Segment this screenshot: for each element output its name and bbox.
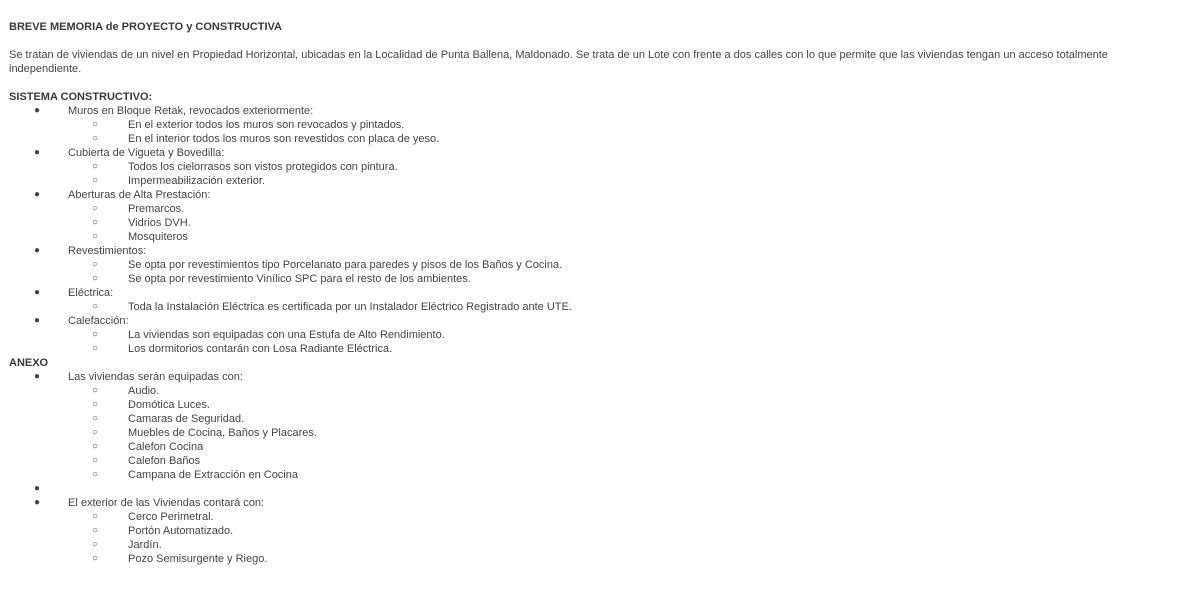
sublist-item-text: Muebles de Cocina, Baños y Placares. [128, 427, 317, 439]
circle-bullet-icon: ○ [91, 343, 99, 354]
sublist [68, 258, 1189, 286]
sublist-item [68, 510, 1189, 524]
list-item [9, 286, 1189, 314]
bullet-icon: ● [33, 315, 41, 326]
list-item-label: Revestimientos: [68, 245, 147, 257]
list-item [9, 496, 1189, 566]
circle-bullet-icon: ○ [91, 161, 99, 172]
list-item-label: Calefacción: [68, 315, 129, 327]
sublist-item-text: Toda la Instalación Eléctrica es certificada por un Instalador Eléctrico Registrado ante UTE. [128, 301, 572, 313]
sublist-item [68, 342, 1189, 356]
circle-bullet-icon: ○ [91, 175, 99, 186]
circle-bullet-icon: ○ [91, 441, 99, 452]
circle-bullet-icon: ○ [91, 217, 99, 228]
circle-bullet-icon: ○ [91, 413, 99, 424]
list-item-label: Aberturas de Alta Prestación: [68, 189, 211, 201]
circle-bullet-icon: ○ [91, 133, 99, 144]
sublist [68, 510, 1189, 566]
list-item [9, 314, 1189, 356]
sublist-item-text: Vidrios DVH. [128, 217, 191, 229]
circle-bullet-icon: ○ [91, 203, 99, 214]
sublist [68, 300, 1189, 314]
circle-bullet-icon: ○ [91, 231, 99, 242]
bullet-icon: ● [33, 105, 41, 116]
sublist [68, 118, 1189, 146]
list-item [9, 370, 1189, 482]
list-item [9, 188, 1189, 244]
sublist-item [68, 272, 1189, 286]
sublist [68, 160, 1189, 188]
list-item [9, 104, 1189, 146]
sublist-item-text: Pozo Semisurgente y Riego. [128, 553, 268, 565]
document-title: BREVE MEMORIA de PROYECTO y CONSTRUCTIVA [9, 21, 282, 33]
sublist-item [68, 468, 1189, 482]
sublist-item-text: Audio. [128, 385, 160, 397]
circle-bullet-icon: ○ [91, 511, 99, 522]
sublist-item-text: En el interior todos los muros son revestidos con placa de yeso. [128, 133, 440, 145]
circle-bullet-icon: ○ [91, 119, 99, 130]
sublist-item [68, 300, 1189, 314]
bullet-icon: ● [33, 497, 41, 508]
circle-bullet-icon: ○ [91, 329, 99, 340]
anexo-heading: ANEXO [9, 357, 49, 369]
sublist-item [68, 440, 1189, 454]
sublist-item-text: Se opta por revestimiento Vinílico SPC para el resto de los ambientes. [128, 273, 471, 285]
sublist-item-text: Todos los cielorrasos son vistos protegidos con pintura. [128, 161, 398, 173]
circle-bullet-icon: ○ [91, 385, 99, 396]
circle-bullet-icon: ○ [91, 469, 99, 480]
sublist-item [68, 174, 1189, 188]
sublist-item [68, 524, 1189, 538]
sublist-item-text: Impermeabilización exterior. [128, 175, 265, 187]
circle-bullet-icon: ○ [91, 273, 99, 284]
sublist-item-text: Campana de Extracción en Cocina [128, 469, 298, 481]
sublist-item-text: Calefon Cocina [128, 441, 204, 453]
bullet-icon: ● [33, 371, 41, 382]
bullet-icon: ● [33, 483, 41, 494]
sistema-list [9, 104, 1189, 356]
bullet-icon: ● [33, 147, 41, 158]
sublist-item [68, 132, 1189, 146]
sublist-item-text: Cerco Perimetral. [128, 511, 214, 523]
bullet-icon: ● [33, 287, 41, 298]
sublist [68, 384, 1189, 482]
document [9, 20, 1189, 566]
sublist-item-text: Calefon Baños [128, 455, 201, 467]
sublist-item-text: Camaras de Seguridad. [128, 413, 245, 425]
list-item [9, 146, 1189, 188]
list-item-label: Eléctrica: [68, 287, 114, 299]
list-item-label: Muros en Bloque Retak, revocados exteriormente: [68, 105, 314, 117]
list-item [9, 244, 1189, 286]
sublist-item-text: La viviendas son equipadas con una Estufa de Alto Rendimiento. [128, 329, 445, 341]
sublist-item-text: Mosquiteros [128, 231, 188, 243]
circle-bullet-icon: ○ [91, 427, 99, 438]
sublist-item [68, 454, 1189, 468]
sublist [68, 328, 1189, 356]
sublist-item [68, 230, 1189, 244]
sublist-item-text: Premarcos. [128, 203, 185, 215]
list-item-label: Cubierta de Vigueta y Bovedilla: [68, 147, 225, 159]
intro-paragraph: Se tratan de viviendas de un nivel en Propiedad Horizontal, ubicadas en la Localidad de Punta Ballena, Maldonado. Se trata de un Lote con frente a dos calles con lo que permite que las viviendas tengan un acceso totalmente independiente. [9, 49, 1108, 75]
sublist-item-text: Se opta por revestimientos tipo Porcelanato para paredes y pisos de los Baños y Cocina. [128, 259, 563, 271]
sublist-item [68, 328, 1189, 342]
sublist-item [68, 118, 1189, 132]
circle-bullet-icon: ○ [91, 455, 99, 466]
sublist-item-text: Los dormitorios contarán con Losa Radiante Eléctrica. [128, 343, 393, 355]
sublist-item [68, 552, 1189, 566]
bullet-icon: ● [33, 245, 41, 256]
sublist-item-text: Domótica Luces. [128, 399, 210, 411]
list-item [9, 482, 1189, 496]
circle-bullet-icon: ○ [91, 539, 99, 550]
sublist-item [68, 412, 1189, 426]
sublist-item [68, 398, 1189, 412]
list-item-label: El exterior de las Viviendas contará con: [68, 497, 265, 509]
sublist-item [68, 538, 1189, 552]
bullet-icon: ● [33, 189, 41, 200]
list-item-label: Las viviendas serán equipadas con: [68, 371, 243, 383]
sublist-item-text: Portón Automatizado. [128, 525, 234, 537]
sublist [68, 202, 1189, 244]
sublist-item [68, 202, 1189, 216]
sublist-item [68, 160, 1189, 174]
circle-bullet-icon: ○ [91, 553, 99, 564]
circle-bullet-icon: ○ [91, 259, 99, 270]
sublist-item [68, 216, 1189, 230]
sublist-item-text: En el exterior todos los muros son revocados y pintados. [128, 119, 405, 131]
sublist-item [68, 258, 1189, 272]
sistema-heading: SISTEMA CONSTRUCTIVO: [9, 91, 153, 103]
anexo-list [9, 370, 1189, 566]
sublist-item [68, 426, 1189, 440]
sublist-item-text: Jardín. [128, 539, 162, 551]
sublist-item [68, 384, 1189, 398]
circle-bullet-icon: ○ [91, 525, 99, 536]
circle-bullet-icon: ○ [91, 399, 99, 410]
circle-bullet-icon: ○ [91, 301, 99, 312]
